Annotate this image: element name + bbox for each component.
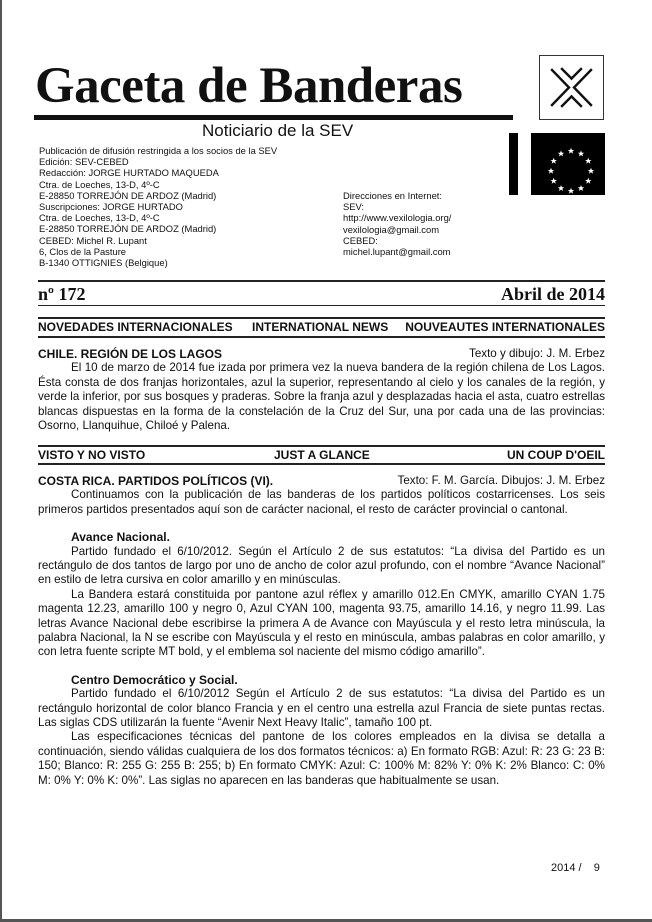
article-credit: Texto y dibujo: J. M. Erbez	[469, 347, 605, 360]
article-heading: CHILE. REGIÓN DE LOS LAGOS	[38, 347, 223, 361]
article-credit: Texto: F. M. García. Dibujos: J. M. Erbez	[397, 474, 605, 487]
party-heading: Avance Nacional.	[71, 530, 170, 545]
cebed-label: CEBED:	[343, 234, 378, 246]
divider	[38, 280, 605, 282]
section-title-es: VISTO Y NO VISTO	[38, 448, 146, 462]
internet-heading: Direcciones en Internet:	[343, 190, 443, 201]
article-costa-rica	[38, 474, 605, 788]
sev-label: SEV:	[343, 201, 365, 213]
issue-info	[38, 283, 605, 305]
party-paragraph: Las especificaciones técnicas del pantone de los colores empleados en la divisa se detalla a continuación, siendo válidas cualquiera de los dos formatos técnicos: a) En formato RGB: Azul: R: 23 G: 23 B: 150; Blanco: R: 255 G: 255 B: 255; b) En formato CMYK: Azul: C: 100% M: 82% Y: 0% K: 2% Blanco: C: 0% M: 0% Y: 0% K: 0%”. Las siglas no aparecen en las banderas que habitualmente se usan.	[38, 730, 605, 787]
divider	[38, 463, 605, 465]
editorial-line: E-28850 TORREJÓN DE ARDOZ (Madrid)	[39, 223, 217, 235]
sev-email-link[interactable]: vexilologia@gmail.com	[343, 223, 440, 235]
editorial-line: Redacción: JORGE HURTADO MAQUEDA	[39, 167, 219, 179]
editorial-info	[39, 145, 277, 268]
sev-website-link[interactable]: http://www.vexilologia.org/	[343, 212, 452, 224]
section-title-es: NOVEDADES INTERNACIONALES	[38, 320, 233, 334]
party-paragraph: La Bandera estará constituida por pantone azul réflex y amarillo 012.En CMYK, amarillo CYAN 1.75 magenta 12.23, amarillo 100 y negro 0, Azul CYAN 100, magenta 93.75, amarillo 14.16, y negro 11.99. Las letras Avance Nacional debe escribirse la primera A de Avance con Mayúscula y el resto letra minúscula, la palabra Nacional, la N se escribe con Mayúscula y el resto en minúscula, ambas palabras en color amarillo, y con letra fuente scripte MT bold, y el emblema sol naciente del mismo código amarillo”.	[38, 587, 605, 659]
page-number: 2014 / 9	[551, 862, 600, 874]
issue-date: Abril de 2014	[500, 284, 605, 304]
publication-title: Gaceta de Banderas	[35, 58, 463, 114]
section-title-en: INTERNATIONAL NEWS	[252, 320, 389, 334]
article-paragraph: El 10 de marzo de 2014 fue izada por primera vez la nueva bandera de la región chilena de Los Lagos. Ésta consta de dos franjas horizontales, azul la superior, representando al cielo y los canales de la región, y verde la inferior, por sus bosques y praderas. Sobre la franja azul y desplazadas hacia el asta, cuatro estrellas blancas dispuestas en la forma de la constelación de la Cruz del Sur, una por cada una de las provincias: Osorno, Llanquihue, Chiloé y Palena.	[38, 361, 605, 433]
editorial-line: Publicación de difusión restringida a los socios de la SEV	[39, 145, 278, 156]
eu-flag-icon	[531, 133, 605, 195]
section-header-news	[38, 319, 605, 335]
section-title-en: JUST A GLANCE	[274, 448, 370, 462]
editorial-line: Suscripciones: JORGE HURTADO	[39, 200, 183, 212]
party-paragraph: Partido fundado el 6/10/2012 Según el Artículo 2 de sus estatutos: “La divisa del Partido es un rectángulo horizontal de color blanco Francia y en el centro una estrella azul Francia de siete puntas rectas. Las siglas CDS utilizarán la fuente “Avenir Next Heavy Italic”, tamaño 100 pt.	[38, 687, 605, 730]
editorial-line: CEBED: Michel R. Lupant	[39, 234, 147, 246]
editorial-line: B-1340 OTTIGNIES (Belgique)	[39, 256, 168, 268]
editorial-line: 6, Clos de la Pasture	[39, 245, 127, 257]
sev-chevron-logo-icon	[539, 55, 604, 120]
section-title-fr: UN COUP D'OEIL	[507, 448, 605, 462]
section-header-glance	[38, 447, 605, 463]
divider	[38, 336, 605, 338]
article-heading: COSTA RICA. PARTIDOS POLÍTICOS (VI).	[38, 474, 274, 488]
section-title-fr: NOUVEAUTES INTERNATIONALES	[405, 320, 605, 334]
publication-subtitle: Noticiario de la SEV	[202, 121, 354, 140]
issue-number: nº 172	[38, 284, 86, 304]
article-intro: Continuamos con la publicación de las banderas de los partidos políticos costarricenses. Los seis primeros partidos presentados aquí son de carácter nacional, el resto de carácter provincial o cantonal.	[38, 488, 605, 516]
editorial-line: E-28850 TORREJÓN DE ARDOZ (Madrid)	[39, 189, 217, 201]
internet-addresses	[343, 190, 451, 257]
editorial-line: Ctra. de Loeches, 13-D, 4º-C	[39, 212, 160, 224]
divider	[38, 305, 605, 306]
party-heading: Centro Democrático y Social.	[71, 672, 238, 687]
title-underline	[34, 115, 513, 120]
editorial-line: Edición: SEV-CEBED	[39, 156, 129, 168]
editorial-line: Ctra. de Loeches, 13-D, 4º-C	[39, 178, 160, 190]
party-paragraph: Partido fundado el 6/10/2012. Según el Artículo 2 de sus estatutos: “La divisa del Partido es un rectángulo de dos tantos de largo por uno de ancho de color azul profundo, con el nombre “Avance Nacional” en estilo de letra cursiva en color amarillo y en minúsculas.	[38, 544, 605, 587]
flag-bar-decoration	[509, 133, 518, 195]
cebed-email-link[interactable]: michel.lupant@gmail.com	[343, 245, 451, 257]
article-chile	[38, 347, 605, 433]
